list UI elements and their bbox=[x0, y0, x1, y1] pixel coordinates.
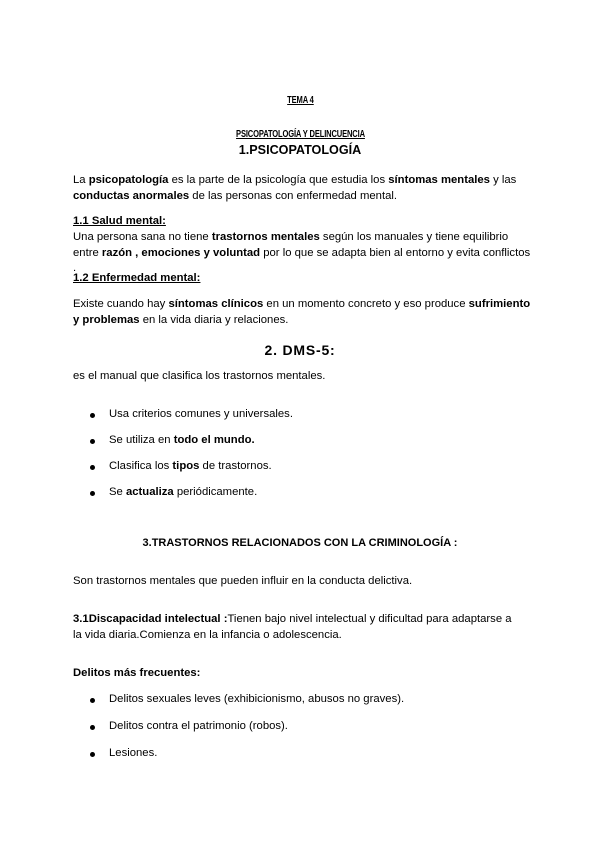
section-1-1-heading: 1.1 Salud mental: bbox=[73, 215, 166, 227]
section-3-title: 3.TRASTORNOS RELACIONADOS CON LA CRIMINOLOGÍA : bbox=[142, 537, 458, 549]
intro-paragraph: La psicopatología es la parte de la psicología que estudia los síntomas mentales y las conductas anormales de las personas con enfermedad mental. bbox=[73, 174, 517, 202]
list-item: Delitos sexuales leves (exhibicionismo, abusos no graves). bbox=[90, 693, 404, 705]
subject-heading: PSICOPATOLOGÍA Y DELINCUENCIA bbox=[235, 128, 365, 140]
list-item: Lesiones. bbox=[90, 747, 404, 759]
bullet-icon bbox=[90, 725, 95, 730]
list-item: Usa criterios comunes y universales. bbox=[90, 408, 293, 420]
list-item: Clasifica los tipos de trastornos. bbox=[90, 460, 293, 472]
bullet-icon bbox=[90, 752, 95, 757]
list-item: Se utiliza en todo el mundo. bbox=[90, 434, 293, 446]
bullet-icon bbox=[90, 491, 95, 496]
delitos-bullet-list bbox=[90, 693, 404, 759]
section-1-title: 1.PSICOPATOLOGÍA bbox=[238, 143, 362, 157]
section-1-1-paragraph: Una persona sana no tiene trastornos mentales según los manuales y tiene equilibrio entre razón , emociones y voluntad por lo que se adapta bien al entorno y evita conflictos . bbox=[73, 231, 531, 274]
section-2-title: 2. DMS-5: bbox=[264, 342, 336, 358]
delitos-heading: Delitos más frecuentes: bbox=[73, 667, 201, 679]
bullet-icon bbox=[90, 413, 95, 418]
section-1-2-heading: 1.2 Enfermedad mental: bbox=[73, 272, 201, 284]
tema-heading: TEMA 4 bbox=[286, 94, 314, 106]
bullet-icon bbox=[90, 465, 95, 470]
list-item: Delitos contra el patrimonio (robos). bbox=[90, 720, 404, 732]
dms-description: es el manual que clasifica los trastornos mentales. bbox=[73, 370, 326, 382]
section-1-2-paragraph: Existe cuando hay síntomas clínicos en un momento concreto y eso produce sufrimiento y problemas en la vida diaria y relaciones. bbox=[73, 298, 531, 326]
dms-bullet-list bbox=[90, 408, 293, 498]
section-3-description: Son trastornos mentales que pueden influir en la conducta delictiva. bbox=[73, 575, 413, 587]
bullet-icon bbox=[90, 698, 95, 703]
bullet-icon bbox=[90, 439, 95, 444]
section-3-1-paragraph: 3.1Discapacidad intelectual :Tienen bajo nivel intelectual y dificultad para adaptarse a la vida diaria.Comienza en la infancia o adolescencia. bbox=[73, 613, 512, 641]
list-item: Se actualiza periódicamente. bbox=[90, 486, 293, 498]
